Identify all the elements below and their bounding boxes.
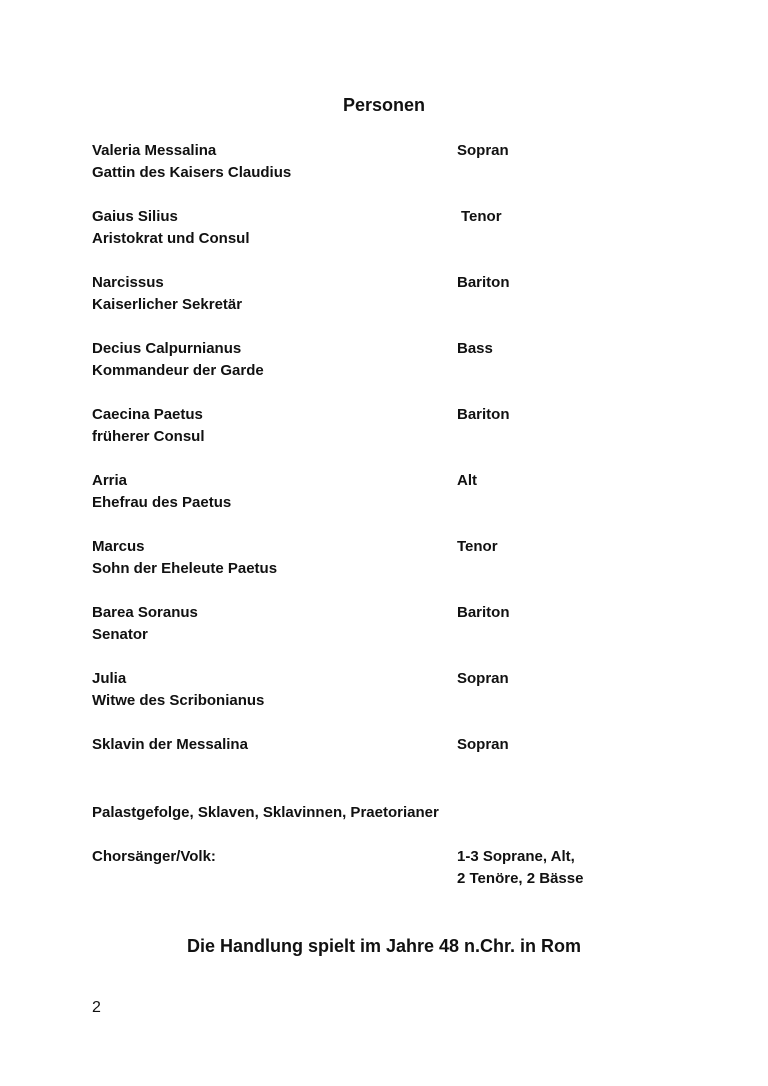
cast-description: Aristokrat und Consul [92, 230, 250, 247]
cast-entry [92, 338, 652, 404]
cast-name: Arria [92, 472, 128, 489]
setting-statement: Die Handlung spielt im Jahre 48 n.Chr. in Rom [186, 936, 582, 956]
cast-description: Kaiserlicher Sekretär [92, 296, 243, 313]
cast-voice: Alt [457, 472, 477, 489]
cast-description: Kommandeur der Garde [92, 362, 264, 379]
cast-entry [92, 536, 652, 602]
cast-voice: Tenor [457, 538, 498, 555]
cast-voice: Sopran [457, 736, 509, 753]
cast-name: Narcissus [92, 274, 164, 291]
cast-name: Caecina Paetus [92, 406, 203, 423]
cast-entry [92, 734, 652, 800]
page-title: Personen [342, 95, 426, 115]
cast-entry [92, 668, 652, 734]
cast-entry [92, 140, 652, 206]
cast-voice: Bariton [457, 274, 510, 291]
extras-line: Palastgefolge, Sklaven, Sklavinnen, Praetorianer [92, 804, 439, 821]
cast-name: Decius Calpurnianus [92, 340, 242, 357]
cast-name: Julia [92, 670, 127, 687]
cast-voice: Bariton [457, 406, 510, 423]
cast-name: Barea Soranus [92, 604, 198, 621]
cast-description: früherer Consul [92, 428, 205, 445]
page-number: 2 [92, 999, 101, 1016]
cast-voice: Tenor [461, 208, 502, 225]
chorus-label: Chorsänger/Volk: [92, 848, 216, 865]
cast-list [92, 140, 652, 800]
chorus-voices [457, 846, 583, 890]
cast-entry [92, 470, 652, 536]
cast-description: Sohn der Eheleute Paetus [92, 560, 278, 577]
chorus-voices-line: 2 Tenöre, 2 Bässe [457, 870, 584, 887]
cast-voice: Bass [457, 340, 493, 357]
chorus-voices-line: 1-3 Soprane, Alt, [457, 848, 575, 865]
cast-name: Sklavin der Messalina [92, 736, 248, 753]
cast-entry [92, 206, 652, 272]
cast-description: Witwe des Scribonianus [92, 692, 265, 709]
cast-name: Marcus [92, 538, 145, 555]
cast-description: Senator [92, 626, 148, 643]
cast-name: Valeria Messalina [92, 142, 217, 159]
cast-voice: Sopran [457, 670, 509, 687]
cast-voice: Bariton [457, 604, 510, 621]
cast-description: Gattin des Kaisers Claudius [92, 164, 292, 181]
cast-name: Gaius Silius [92, 208, 178, 225]
cast-entry [92, 272, 652, 338]
cast-voice: Sopran [457, 142, 509, 159]
cast-description: Ehefrau des Paetus [92, 494, 232, 511]
cast-entry [92, 404, 652, 470]
cast-entry [92, 602, 652, 668]
